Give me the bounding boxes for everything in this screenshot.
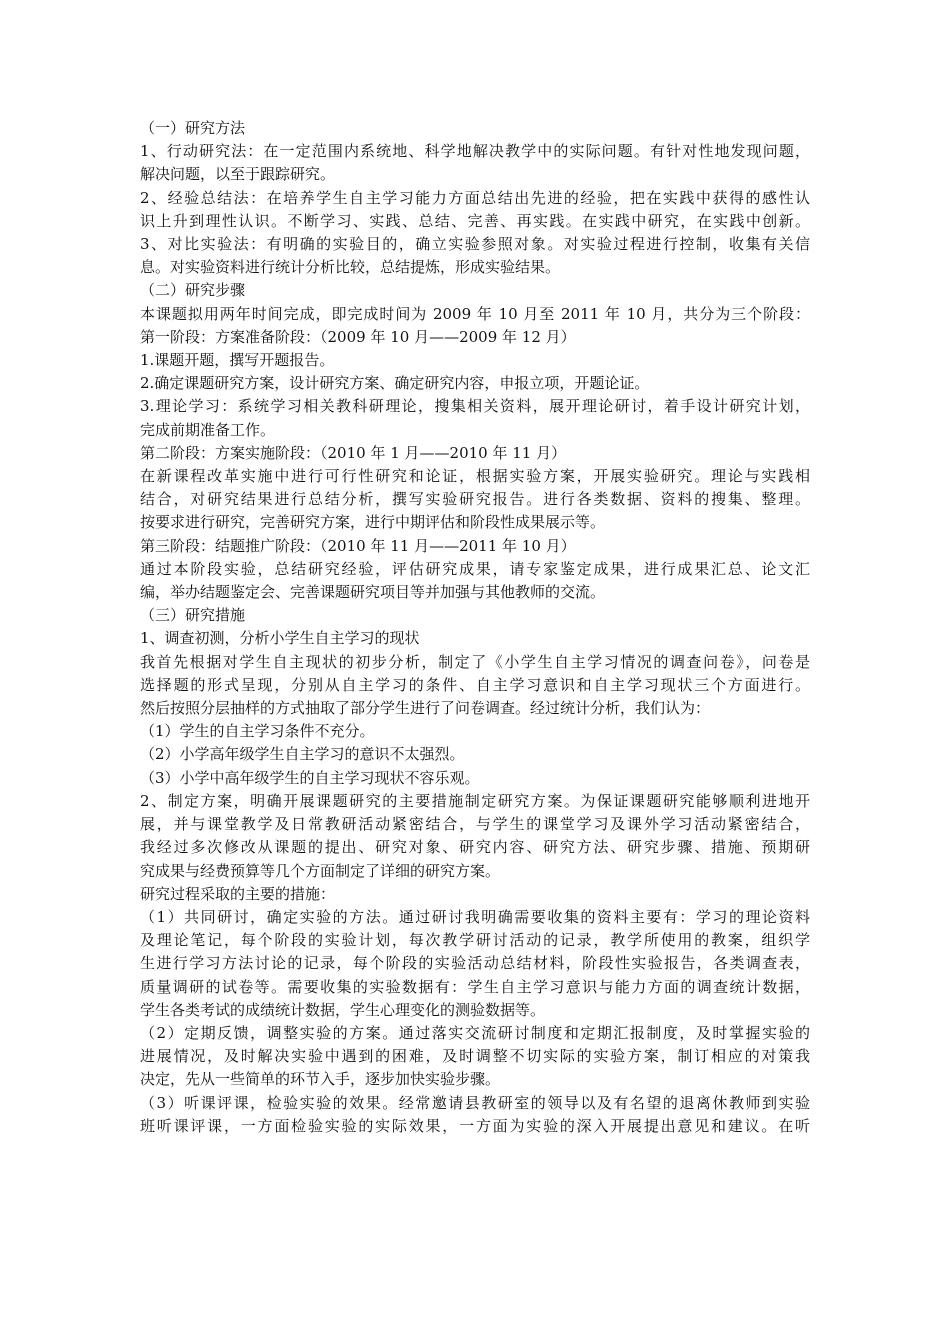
text-line: 结合，对研究结果进行总结分析，撰写实验研究报告。进行各类数据、资料的搜集、整理。 (140, 490, 810, 509)
text-line: 第三阶段：结题推广阶段：（2010 年 11 月——2011 年 10 月） (140, 536, 576, 555)
text-line: 我经过多次修改从课题的提出、研究对象、研究内容、研究方法、研究步骤、措施、预期研 (140, 838, 810, 857)
text-line: 2、经验总结法：在培养学生自主学习能力方面总结出先进的经验，把在实践中获得的感性认 (140, 188, 810, 207)
text-line: 进展情况，及时解决实验中遇到的困难，及时调整不切实际的实验方案，制订相应的对策我 (140, 1047, 810, 1066)
text-line: （2）小学高年级学生自主学习的意识不太强烈。 (140, 745, 465, 764)
text-line: 然后按照分层抽样的方式抽取了部分学生进行了问卷调查。经过统计分析，我们认为： (140, 699, 711, 718)
text-line: 1.课题开题，撰写开题报告。 (140, 351, 335, 370)
text-line: 编，举办结题鉴定会、完善课题研究项目等并加强与其他教师的交流。 (140, 583, 606, 602)
text-line: 在新课程改革实施中进行可行性研究和论证，根据实验方案，开展实验研究。理论与实践相 (140, 467, 810, 486)
text-line: 质量调研的试卷等。需要收集的实验数据有：学生自主学习意识与能力方面的调查统计数据， (140, 977, 810, 996)
text-line: 本课题拟用两年时间完成，即完成时间为 2009 年 10 月至 2011 年 10 月，共分为三个阶段： (140, 304, 810, 323)
text-line: 通过本阶段实验，总结研究经验，评估研究成果，请专家鉴定成果，进行成果汇总、论文汇 (140, 559, 810, 578)
text-line: 研究过程采取的主要的措施： (140, 884, 336, 903)
text-line: 3、对比实验法：有明确的实验目的，确立实验参照对象。对实验过程进行控制，收集有关信 (140, 235, 810, 254)
text-line: 选择题的形式呈现，分别从自主学习的条件、自主学习意识和自主学习现状三个方面进行。 (140, 675, 810, 694)
text-line: 学生各类考试的成绩统计数据，学生心理变化的测验数据等。 (140, 1000, 546, 1019)
text-line: 2、制定方案，明确开展课题研究的主要措施制定研究方案。为保证课题研究能够顺利进地开 (140, 791, 810, 810)
text-line: 1、行动研究法：在一定范围内系统地、科学地解决教学中的实际问题。有针对性地发现问题， (140, 142, 810, 161)
text-line: （3）小学中高年级学生的自主学习现状不容乐观。 (140, 768, 480, 787)
text-line: 解决问题，以至于跟踪研究。 (140, 165, 336, 184)
text-line: 展，并与课堂教学及日常教研活动紧密结合，与学生的课堂学习及课外学习活动紧密结合， (140, 815, 810, 834)
text-line: 第一阶段：方案准备阶段：（2009 年 10 月——2009 年 12 月） (140, 327, 576, 346)
text-line: （1）共同研讨，确定实验的方法。通过研讨我明确需要收集的资料主要有：学习的理论资料 (140, 907, 810, 926)
text-line: 3.理论学习：系统学习相关教科研理论，搜集相关资料，展开理论研讨，着手设计研究计划， (140, 397, 810, 416)
text-line: 1、调查初测，分析小学生自主学习的现状 (140, 629, 420, 648)
text-line: 第二阶段：方案实施阶段：（2010 年 1 月——2010 年 11 月） (140, 443, 567, 462)
text-line: 生进行学习方法讨论的记录，每个阶段的实验活动总结材料，阶段性实验报告，各类调查表， (140, 954, 810, 973)
text-line: 班听课评课，一方面检验实验的实际效果，一方面为实验的深入开展提出意见和建议。在听 (140, 1116, 810, 1135)
text-line: 识上升到理性认识。不断学习、实践、总结、完善、再实践。在实践中研究，在实践中创新。 (140, 211, 810, 230)
text-line: （二）研究步骤 (140, 281, 246, 300)
text-line: 及理论笔记，每个阶段的实验计划，每次教学研讨活动的记录，教学所使用的教案，组织学 (140, 931, 810, 950)
document-page (140, 117, 810, 1138)
text-line: 2.确定课题研究方案，设计研究方案、确定研究内容，申报立项，开题论证。 (140, 374, 650, 393)
text-line: 我首先根据对学生自主现状的初步分析，制定了《小学生自主学习情况的调查问卷》，问卷是 (140, 652, 810, 671)
text-line: （2）定期反馈，调整实验的方案。通过落实交流研讨制度和定期汇报制度，及时掌握实验的 (140, 1023, 810, 1042)
text-line: 完成前期准备工作。 (140, 420, 276, 439)
text-line: 按要求进行研究，完善研究方案，进行中期评估和阶段性成果展示等。 (140, 513, 606, 532)
text-line: 决定，先从一些简单的环节入手，逐步加快实验步骤。 (140, 1070, 501, 1089)
text-line: （三）研究措施 (140, 606, 246, 625)
text-line: 究成果与经费预算等几个方面制定了详细的研究方案。 (140, 861, 501, 880)
text-line: （1）学生的自主学习条件不充分。 (140, 722, 375, 741)
text-line: 息。对实验资料进行统计分析比较，总结提炼，形成实验结果。 (140, 258, 561, 277)
text-line: （3）听课评课，检验实验的效果。经常邀请县教研室的领导以及有名望的退离休教师到实验 (140, 1093, 810, 1112)
text-line: （一）研究方法 (140, 119, 246, 137)
